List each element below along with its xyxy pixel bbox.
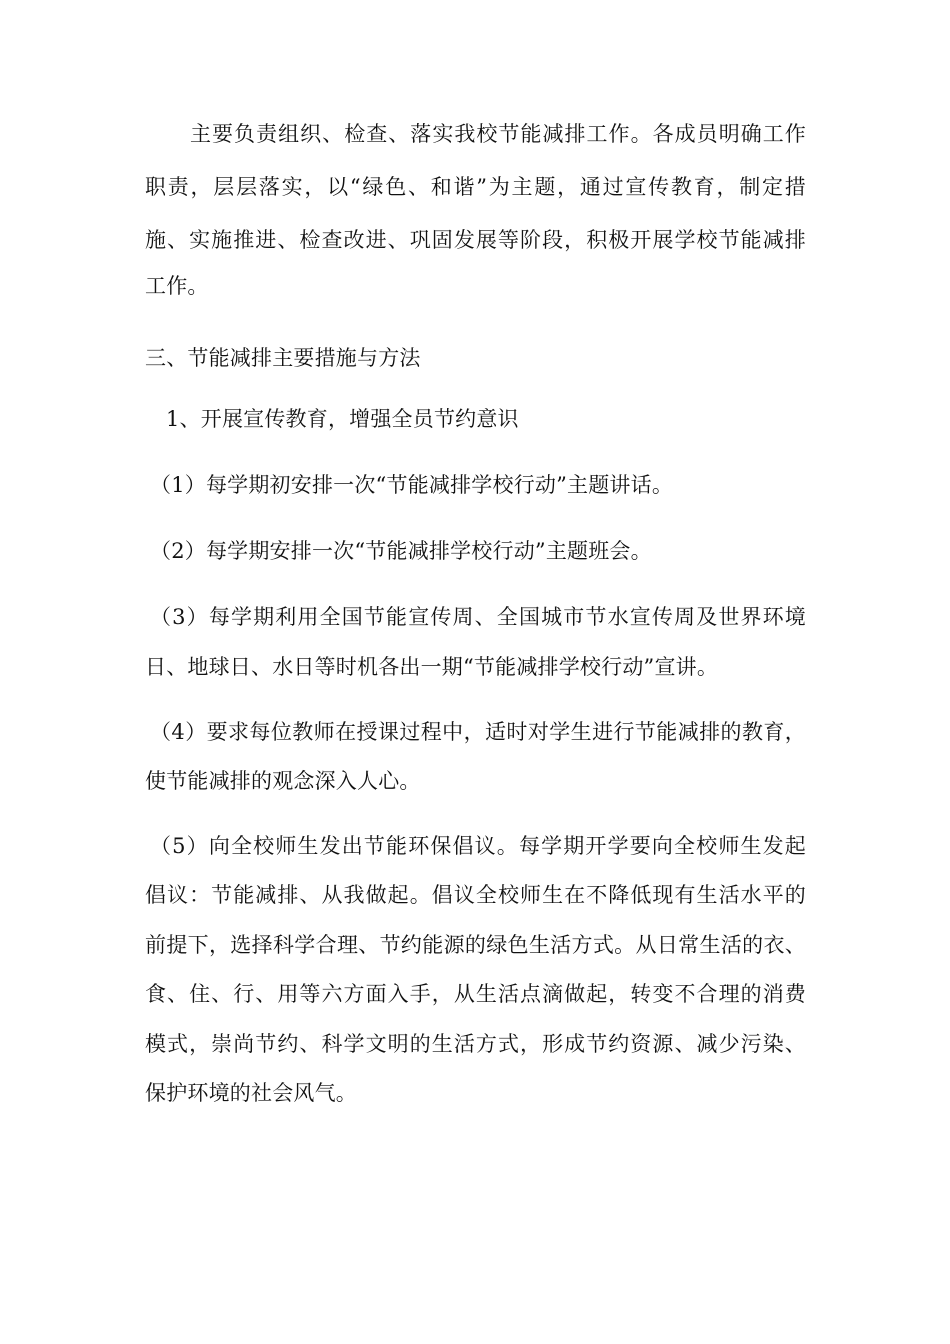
item-4-line-2: 使节能减排的观念深入人心。 — [145, 769, 421, 793]
item-5-line-4: 食、住、行、用等六方面入手，从生活点滴做起，转变不合理的消费 — [145, 982, 806, 1006]
subheading: 1、开展宣传教育，增强全员节约意识 — [166, 407, 519, 431]
item-3-line-2: 日、地球日、水日等时机各出一期“节能减排学校行动”宣讲。 — [145, 655, 719, 679]
item-5-line-1: （5）向全校师生发出节能环保倡议。每学期开学要向全校师生发起 — [150, 834, 806, 858]
intro-line-1: 主要负责组织、检查、落实我校节能减排工作。各成员明确工作 — [190, 122, 806, 146]
item-4-line-1: （4）要求每位教师在授课过程中，适时对学生进行节能减排的教育， — [150, 720, 806, 744]
item-3-line-1: （3）每学期利用全国节能宣传周、全国城市节水宣传周及世界环境 — [150, 605, 806, 629]
item-1-line-1: （1）每学期初安排一次“节能减排学校行动”主题讲话。 — [150, 473, 674, 497]
section-heading: 三、节能减排主要措施与方法 — [145, 346, 421, 370]
intro-line-2: 职责，层层落实，以“绿色、和谐”为主题，通过宣传教育，制定措 — [145, 175, 806, 199]
item-5-line-5: 模式，崇尚节约、科学文明的生活方式，形成节约资源、减少污染、 — [145, 1032, 806, 1056]
item-5-line-6: 保护环境的社会风气。 — [145, 1081, 357, 1105]
intro-line-4: 工作。 — [145, 274, 209, 298]
item-5-line-3: 前提下，选择科学合理、节约能源的绿色生活方式。从日常生活的衣、 — [145, 933, 806, 957]
item-2-line-1: （2）每学期安排一次“节能减排学校行动”主题班会。 — [150, 539, 652, 563]
item-5-line-2: 倡议：节能减排、从我做起。倡议全校师生在不降低现有生活水平的 — [145, 883, 806, 907]
intro-line-3: 施、实施推进、检查改进、巩固发展等阶段，积极开展学校节能减排 — [145, 228, 806, 252]
